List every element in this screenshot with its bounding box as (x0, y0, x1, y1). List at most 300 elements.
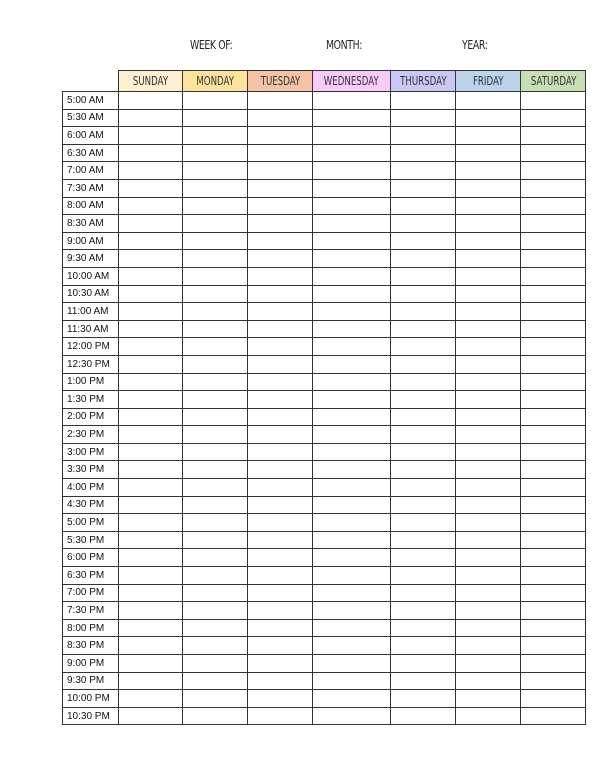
schedule-cell-monday[interactable] (183, 672, 248, 690)
schedule-cell-monday[interactable] (183, 443, 248, 461)
schedule-cell-wednesday[interactable] (313, 285, 391, 303)
day-label: THURSDAY (399, 74, 447, 88)
schedule-cell-tuesday[interactable] (248, 285, 313, 303)
schedule-cell-tuesday[interactable] (248, 602, 313, 620)
schedule-cell-tuesday[interactable] (248, 303, 313, 321)
schedule-cell-saturday[interactable] (521, 285, 586, 303)
schedule-cell-thursday[interactable] (390, 303, 456, 321)
schedule-cell-friday[interactable] (456, 127, 521, 145)
schedule-cell-friday[interactable] (456, 426, 521, 444)
schedule-cell-thursday[interactable] (390, 496, 456, 514)
schedule-cell-monday[interactable] (183, 690, 248, 708)
time-slot-row (63, 690, 586, 708)
year-label: YEAR: (462, 38, 488, 52)
schedule-cell-thursday[interactable] (390, 267, 456, 285)
schedule-cell-tuesday[interactable] (248, 707, 313, 725)
schedule-cell-monday[interactable] (183, 232, 248, 250)
schedule-cell-saturday[interactable] (521, 672, 586, 690)
time-label: 2:00 PM (63, 408, 119, 426)
schedule-cell-friday[interactable] (456, 92, 521, 110)
schedule-cell-saturday[interactable] (521, 567, 586, 585)
schedule-cell-monday[interactable] (183, 92, 248, 110)
time-label: 9:00 AM (63, 232, 119, 250)
schedule-cell-wednesday[interactable] (313, 637, 391, 655)
schedule-cell-friday[interactable] (456, 479, 521, 497)
schedule-cell-tuesday[interactable] (248, 690, 313, 708)
schedule-cell-thursday[interactable] (390, 197, 456, 215)
schedule-cell-thursday[interactable] (390, 707, 456, 725)
schedule-cell-sunday[interactable] (119, 250, 183, 268)
schedule-cell-tuesday[interactable] (248, 479, 313, 497)
schedule-cell-friday[interactable] (456, 215, 521, 233)
schedule-cell-sunday[interactable] (119, 567, 183, 585)
schedule-cell-monday[interactable] (183, 408, 248, 426)
schedule-cell-friday[interactable] (456, 567, 521, 585)
schedule-cell-monday[interactable] (183, 144, 248, 162)
time-slot-row (63, 373, 586, 391)
schedule-cell-saturday[interactable] (521, 443, 586, 461)
schedule-cell-thursday[interactable] (390, 109, 456, 127)
schedule-cell-sunday[interactable] (119, 514, 183, 532)
schedule-cell-sunday[interactable] (119, 426, 183, 444)
schedule-cell-wednesday[interactable] (313, 655, 391, 673)
schedule-cell-tuesday[interactable] (248, 531, 313, 549)
schedule-cell-sunday[interactable] (119, 408, 183, 426)
schedule-cell-wednesday[interactable] (313, 531, 391, 549)
schedule-cell-sunday[interactable] (119, 373, 183, 391)
time-slot-row (63, 92, 586, 110)
schedule-cell-thursday[interactable] (390, 320, 456, 338)
schedule-cell-monday[interactable] (183, 602, 248, 620)
schedule-cell-saturday[interactable] (521, 408, 586, 426)
schedule-cell-monday[interactable] (183, 496, 248, 514)
schedule-cell-wednesday[interactable] (313, 303, 391, 321)
schedule-cell-friday[interactable] (456, 338, 521, 356)
schedule-cell-friday[interactable] (456, 320, 521, 338)
schedule-cell-saturday[interactable] (521, 373, 586, 391)
schedule-cell-sunday[interactable] (119, 267, 183, 285)
schedule-cell-tuesday[interactable] (248, 549, 313, 567)
schedule-cell-friday[interactable] (456, 285, 521, 303)
schedule-cell-thursday[interactable] (390, 567, 456, 585)
time-slot-row (63, 584, 586, 602)
day-label: TUESDAY (260, 74, 300, 88)
schedule-cell-saturday[interactable] (521, 426, 586, 444)
day-header-sunday (119, 71, 183, 92)
schedule-cell-tuesday[interactable] (248, 92, 313, 110)
schedule-cell-sunday[interactable] (119, 162, 183, 180)
schedule-cell-saturday[interactable] (521, 549, 586, 567)
schedule-cell-thursday[interactable] (390, 549, 456, 567)
schedule-cell-sunday[interactable] (119, 602, 183, 620)
time-label: 9:00 PM (63, 655, 119, 673)
schedule-cell-monday[interactable] (183, 320, 248, 338)
schedule-cell-tuesday[interactable] (248, 250, 313, 268)
schedule-cell-saturday[interactable] (521, 179, 586, 197)
time-slot-row (63, 250, 586, 268)
schedule-cell-tuesday[interactable] (248, 338, 313, 356)
schedule-cell-tuesday[interactable] (248, 514, 313, 532)
schedule-cell-sunday[interactable] (119, 179, 183, 197)
schedule-cell-tuesday[interactable] (248, 373, 313, 391)
schedule-cell-thursday[interactable] (390, 408, 456, 426)
schedule-cell-wednesday[interactable] (313, 391, 391, 409)
schedule-cell-saturday[interactable] (521, 144, 586, 162)
schedule-cell-wednesday[interactable] (313, 672, 391, 690)
time-label: 9:30 AM (63, 250, 119, 268)
schedule-cell-tuesday[interactable] (248, 496, 313, 514)
schedule-cell-wednesday[interactable] (313, 443, 391, 461)
schedule-cell-wednesday[interactable] (313, 426, 391, 444)
schedule-cell-saturday[interactable] (521, 303, 586, 321)
schedule-cell-monday[interactable] (183, 109, 248, 127)
weekly-schedule-table (62, 70, 586, 725)
schedule-cell-tuesday[interactable] (248, 109, 313, 127)
time-slot-row (63, 672, 586, 690)
schedule-cell-sunday[interactable] (119, 391, 183, 409)
schedule-cell-thursday[interactable] (390, 391, 456, 409)
schedule-cell-saturday[interactable] (521, 496, 586, 514)
schedule-cell-saturday[interactable] (521, 320, 586, 338)
day-label: WEDNESDAY (323, 74, 379, 88)
schedule-cell-tuesday[interactable] (248, 637, 313, 655)
schedule-cell-friday[interactable] (456, 232, 521, 250)
schedule-cell-monday[interactable] (183, 197, 248, 215)
schedule-cell-thursday[interactable] (390, 179, 456, 197)
schedule-cell-sunday[interactable] (119, 637, 183, 655)
schedule-cell-monday[interactable] (183, 179, 248, 197)
schedule-cell-saturday[interactable] (521, 584, 586, 602)
schedule-cell-saturday[interactable] (521, 232, 586, 250)
schedule-cell-monday[interactable] (183, 637, 248, 655)
day-header-thursday (390, 71, 456, 92)
time-label: 12:00 PM (63, 338, 119, 356)
schedule-cell-wednesday[interactable] (313, 338, 391, 356)
schedule-cell-friday[interactable] (456, 602, 521, 620)
schedule-cell-monday[interactable] (183, 549, 248, 567)
schedule-cell-thursday[interactable] (390, 443, 456, 461)
schedule-cell-sunday[interactable] (119, 461, 183, 479)
schedule-cell-tuesday[interactable] (248, 320, 313, 338)
schedule-cell-monday[interactable] (183, 655, 248, 673)
schedule-cell-friday[interactable] (456, 619, 521, 637)
schedule-cell-sunday[interactable] (119, 215, 183, 233)
schedule-cell-friday[interactable] (456, 303, 521, 321)
time-slot-row (63, 215, 586, 233)
schedule-cell-tuesday[interactable] (248, 584, 313, 602)
schedule-cell-wednesday[interactable] (313, 619, 391, 637)
time-label: 6:30 AM (63, 144, 119, 162)
time-label: 3:30 PM (63, 461, 119, 479)
schedule-cell-tuesday[interactable] (248, 162, 313, 180)
schedule-cell-friday[interactable] (456, 514, 521, 532)
schedule-cell-saturday[interactable] (521, 461, 586, 479)
schedule-cell-tuesday[interactable] (248, 127, 313, 145)
schedule-cell-saturday[interactable] (521, 355, 586, 373)
schedule-cell-saturday[interactable] (521, 338, 586, 356)
time-label: 8:30 AM (63, 215, 119, 233)
schedule-cell-friday[interactable] (456, 144, 521, 162)
schedule-cell-friday[interactable] (456, 584, 521, 602)
time-slot-row (63, 127, 586, 145)
schedule-cell-sunday[interactable] (119, 690, 183, 708)
schedule-cell-tuesday[interactable] (248, 391, 313, 409)
schedule-cell-sunday[interactable] (119, 127, 183, 145)
schedule-cell-saturday[interactable] (521, 602, 586, 620)
schedule-cell-saturday[interactable] (521, 162, 586, 180)
schedule-cell-saturday[interactable] (521, 197, 586, 215)
schedule-cell-wednesday[interactable] (313, 408, 391, 426)
schedule-cell-sunday[interactable] (119, 92, 183, 110)
schedule-cell-wednesday[interactable] (313, 232, 391, 250)
schedule-cell-friday[interactable] (456, 531, 521, 549)
schedule-cell-tuesday[interactable] (248, 355, 313, 373)
time-slot-row (63, 267, 586, 285)
schedule-cell-monday[interactable] (183, 127, 248, 145)
schedule-cell-saturday[interactable] (521, 127, 586, 145)
schedule-cell-thursday[interactable] (390, 92, 456, 110)
schedule-cell-sunday[interactable] (119, 109, 183, 127)
schedule-cell-sunday[interactable] (119, 320, 183, 338)
schedule-cell-saturday[interactable] (521, 92, 586, 110)
schedule-cell-wednesday[interactable] (313, 690, 391, 708)
schedule-cell-saturday[interactable] (521, 109, 586, 127)
schedule-cell-friday[interactable] (456, 391, 521, 409)
time-label: 10:30 PM (63, 707, 119, 725)
schedule-cell-thursday[interactable] (390, 637, 456, 655)
schedule-cell-saturday[interactable] (521, 707, 586, 725)
time-slot-row (63, 320, 586, 338)
schedule-cell-sunday[interactable] (119, 584, 183, 602)
schedule-cell-wednesday[interactable] (313, 215, 391, 233)
schedule-cell-sunday[interactable] (119, 144, 183, 162)
schedule-cell-monday[interactable] (183, 461, 248, 479)
schedule-cell-tuesday[interactable] (248, 144, 313, 162)
schedule-cell-monday[interactable] (183, 707, 248, 725)
schedule-cell-tuesday[interactable] (248, 655, 313, 673)
schedule-cell-saturday[interactable] (521, 531, 586, 549)
schedule-cell-monday[interactable] (183, 267, 248, 285)
schedule-cell-friday[interactable] (456, 496, 521, 514)
corner-cell (63, 71, 119, 92)
schedule-cell-sunday[interactable] (119, 197, 183, 215)
time-slot-row (63, 109, 586, 127)
schedule-cell-saturday[interactable] (521, 690, 586, 708)
time-slot-row (63, 655, 586, 673)
schedule-cell-tuesday[interactable] (248, 179, 313, 197)
time-label: 5:30 PM (63, 531, 119, 549)
time-label: 1:30 PM (63, 391, 119, 409)
schedule-cell-saturday[interactable] (521, 479, 586, 497)
schedule-cell-tuesday[interactable] (248, 408, 313, 426)
schedule-cell-thursday[interactable] (390, 531, 456, 549)
schedule-cell-friday[interactable] (456, 655, 521, 673)
schedule-cell-friday[interactable] (456, 408, 521, 426)
schedule-cell-tuesday[interactable] (248, 672, 313, 690)
schedule-cell-friday[interactable] (456, 179, 521, 197)
day-label: FRIDAY (472, 74, 504, 88)
schedule-cell-tuesday[interactable] (248, 232, 313, 250)
time-label: 7:00 PM (63, 584, 119, 602)
schedule-cell-thursday[interactable] (390, 479, 456, 497)
schedule-cell-wednesday[interactable] (313, 461, 391, 479)
schedule-cell-wednesday[interactable] (313, 567, 391, 585)
schedule-cell-friday[interactable] (456, 672, 521, 690)
schedule-cell-sunday[interactable] (119, 443, 183, 461)
schedule-cell-wednesday[interactable] (313, 162, 391, 180)
schedule-cell-monday[interactable] (183, 584, 248, 602)
schedule-cell-wednesday[interactable] (313, 320, 391, 338)
schedule-cell-wednesday[interactable] (313, 355, 391, 373)
month-label: MONTH: (326, 38, 363, 52)
schedule-cell-monday[interactable] (183, 338, 248, 356)
schedule-cell-wednesday[interactable] (313, 514, 391, 532)
schedule-cell-monday[interactable] (183, 567, 248, 585)
schedule-cell-tuesday[interactable] (248, 267, 313, 285)
time-label: 7:00 AM (63, 162, 119, 180)
schedule-cell-monday[interactable] (183, 285, 248, 303)
schedule-cell-monday[interactable] (183, 250, 248, 268)
schedule-cell-thursday[interactable] (390, 127, 456, 145)
schedule-cell-saturday[interactable] (521, 250, 586, 268)
schedule-cell-monday[interactable] (183, 373, 248, 391)
schedule-cell-wednesday[interactable] (313, 549, 391, 567)
schedule-cell-sunday[interactable] (119, 303, 183, 321)
schedule-cell-monday[interactable] (183, 162, 248, 180)
time-slot-row (63, 285, 586, 303)
schedule-cell-monday[interactable] (183, 391, 248, 409)
schedule-cell-saturday[interactable] (521, 215, 586, 233)
schedule-cell-tuesday[interactable] (248, 567, 313, 585)
schedule-cell-sunday[interactable] (119, 355, 183, 373)
schedule-cell-thursday[interactable] (390, 250, 456, 268)
schedule-cell-friday[interactable] (456, 250, 521, 268)
time-slot-row (63, 391, 586, 409)
schedule-cell-monday[interactable] (183, 303, 248, 321)
schedule-cell-tuesday[interactable] (248, 619, 313, 637)
schedule-cell-thursday[interactable] (390, 355, 456, 373)
schedule-cell-thursday[interactable] (390, 285, 456, 303)
schedule-cell-tuesday[interactable] (248, 426, 313, 444)
schedule-cell-wednesday[interactable] (313, 250, 391, 268)
schedule-cell-thursday[interactable] (390, 672, 456, 690)
schedule-cell-thursday[interactable] (390, 461, 456, 479)
schedule-cell-monday[interactable] (183, 531, 248, 549)
schedule-cell-monday[interactable] (183, 514, 248, 532)
schedule-cell-friday[interactable] (456, 461, 521, 479)
schedule-cell-wednesday[interactable] (313, 92, 391, 110)
schedule-cell-monday[interactable] (183, 619, 248, 637)
schedule-cell-sunday[interactable] (119, 496, 183, 514)
schedule-cell-thursday[interactable] (390, 232, 456, 250)
schedule-cell-friday[interactable] (456, 267, 521, 285)
schedule-cell-friday[interactable] (456, 443, 521, 461)
schedule-cell-saturday[interactable] (521, 267, 586, 285)
schedule-cell-friday[interactable] (456, 109, 521, 127)
schedule-cell-saturday[interactable] (521, 619, 586, 637)
schedule-cell-thursday[interactable] (390, 690, 456, 708)
schedule-cell-wednesday[interactable] (313, 479, 391, 497)
schedule-cell-sunday[interactable] (119, 672, 183, 690)
schedule-cell-friday[interactable] (456, 162, 521, 180)
schedule-cell-thursday[interactable] (390, 162, 456, 180)
schedule-cell-tuesday[interactable] (248, 197, 313, 215)
schedule-cell-monday[interactable] (183, 355, 248, 373)
schedule-cell-thursday[interactable] (390, 338, 456, 356)
time-slot-row (63, 707, 586, 725)
schedule-cell-sunday[interactable] (119, 655, 183, 673)
schedule-cell-friday[interactable] (456, 549, 521, 567)
schedule-cell-friday[interactable] (456, 707, 521, 725)
schedule-cell-wednesday[interactable] (313, 584, 391, 602)
schedule-cell-friday[interactable] (456, 637, 521, 655)
schedule-cell-thursday[interactable] (390, 655, 456, 673)
schedule-cell-thursday[interactable] (390, 602, 456, 620)
day-header-friday (456, 71, 521, 92)
schedule-cell-sunday[interactable] (119, 531, 183, 549)
schedule-cell-wednesday[interactable] (313, 707, 391, 725)
schedule-cell-wednesday[interactable] (313, 373, 391, 391)
schedule-cell-sunday[interactable] (119, 338, 183, 356)
time-label: 8:30 PM (63, 637, 119, 655)
schedule-cell-saturday[interactable] (521, 514, 586, 532)
schedule-cell-sunday[interactable] (119, 707, 183, 725)
schedule-cell-wednesday[interactable] (313, 197, 391, 215)
schedule-cell-tuesday[interactable] (248, 443, 313, 461)
schedule-cell-sunday[interactable] (119, 232, 183, 250)
schedule-cell-thursday[interactable] (390, 619, 456, 637)
schedule-cell-sunday[interactable] (119, 619, 183, 637)
schedule-cell-wednesday[interactable] (313, 179, 391, 197)
time-label: 6:00 PM (63, 549, 119, 567)
day-header-saturday (521, 71, 586, 92)
schedule-cell-friday[interactable] (456, 197, 521, 215)
schedule-cell-saturday[interactable] (521, 637, 586, 655)
schedule-cell-sunday[interactable] (119, 479, 183, 497)
day-header-monday (183, 71, 248, 92)
schedule-cell-monday[interactable] (183, 215, 248, 233)
schedule-cell-saturday[interactable] (521, 391, 586, 409)
schedule-cell-thursday[interactable] (390, 584, 456, 602)
schedule-cell-wednesday[interactable] (313, 496, 391, 514)
schedule-cell-friday[interactable] (456, 690, 521, 708)
time-label: 11:00 AM (63, 303, 119, 321)
schedule-cell-friday[interactable] (456, 355, 521, 373)
schedule-cell-thursday[interactable] (390, 514, 456, 532)
schedule-cell-thursday[interactable] (390, 373, 456, 391)
time-label: 1:00 PM (63, 373, 119, 391)
schedule-cell-wednesday[interactable] (313, 109, 391, 127)
schedule-cell-thursday[interactable] (390, 426, 456, 444)
time-label: 5:30 AM (63, 109, 119, 127)
schedule-cell-thursday[interactable] (390, 215, 456, 233)
schedule-cell-wednesday[interactable] (313, 267, 391, 285)
schedule-cell-friday[interactable] (456, 373, 521, 391)
schedule-cell-monday[interactable] (183, 479, 248, 497)
schedule-cell-tuesday[interactable] (248, 215, 313, 233)
day-header-wednesday (313, 71, 391, 92)
schedule-cell-monday[interactable] (183, 426, 248, 444)
schedule-cell-thursday[interactable] (390, 144, 456, 162)
schedule-cell-wednesday[interactable] (313, 602, 391, 620)
schedule-cell-sunday[interactable] (119, 285, 183, 303)
schedule-cell-tuesday[interactable] (248, 461, 313, 479)
schedule-cell-saturday[interactable] (521, 655, 586, 673)
schedule-cell-sunday[interactable] (119, 549, 183, 567)
time-slot-row (63, 303, 586, 321)
schedule-cell-wednesday[interactable] (313, 127, 391, 145)
schedule-cell-wednesday[interactable] (313, 144, 391, 162)
